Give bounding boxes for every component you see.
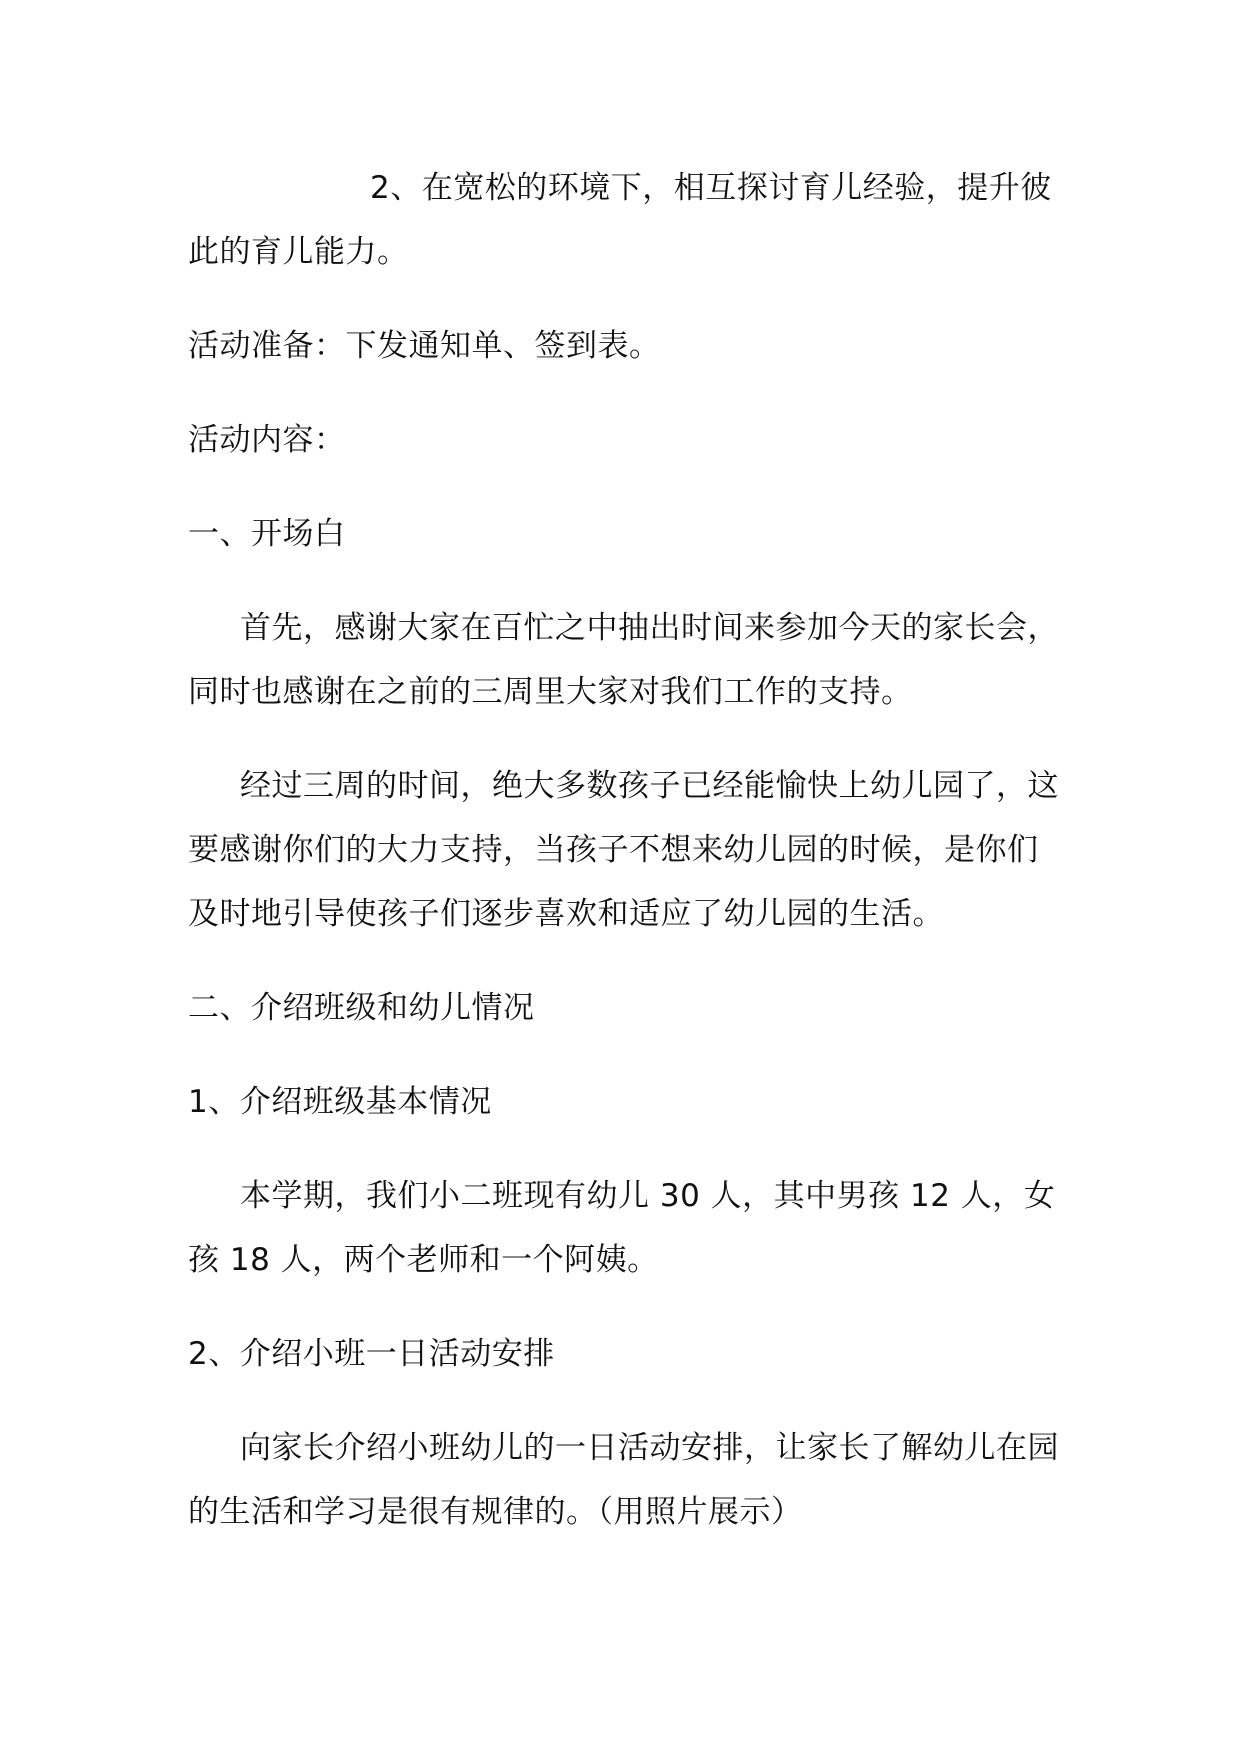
objective-item-2: 2、在宽松的环境下，相互探讨育儿经验，提升彼此的育儿能力。	[188, 170, 1052, 270]
section-2-sub-2-title: 2、介绍小班一日活动安排	[188, 1336, 555, 1372]
section-1-paragraph-2: 经过三周的时间，绝大多数孩子已经能愉快上幼儿园了，这要感谢你们的大力支持，当孩子不想来幼儿园的时候，是你们及时地引导使孩子们逐步喜欢和适应了幼儿园的生活。	[188, 768, 1059, 932]
section-2-title: 二、介绍班级和幼儿情况	[188, 990, 535, 1026]
activity-preparation: 活动准备：下发通知单、签到表。	[188, 328, 661, 364]
section-2-sub-1-paragraph: 本学期，我们小二班现有幼儿 30 人，其中男孩 12 人，女孩 18 人，两个老师和一个阿姨。	[188, 1178, 1056, 1278]
document-body	[188, 156, 1068, 1544]
activity-content-heading: 活动内容：	[188, 422, 346, 458]
section-1-paragraph-1: 首先，感谢大家在百忙之中抽出时间来参加今天的家长会，同时也感谢在之前的三周里大家对我们工作的支持。	[188, 610, 1059, 710]
section-1-title: 一、开场白	[188, 516, 346, 552]
section-2-sub-2-paragraph: 向家长介绍小班幼儿的一日活动安排，让家长了解幼儿在园的生活和学习是很有规律的。（用照片展示）	[188, 1430, 1059, 1530]
section-2-sub-1-title: 1、介绍班级基本情况	[188, 1084, 492, 1120]
